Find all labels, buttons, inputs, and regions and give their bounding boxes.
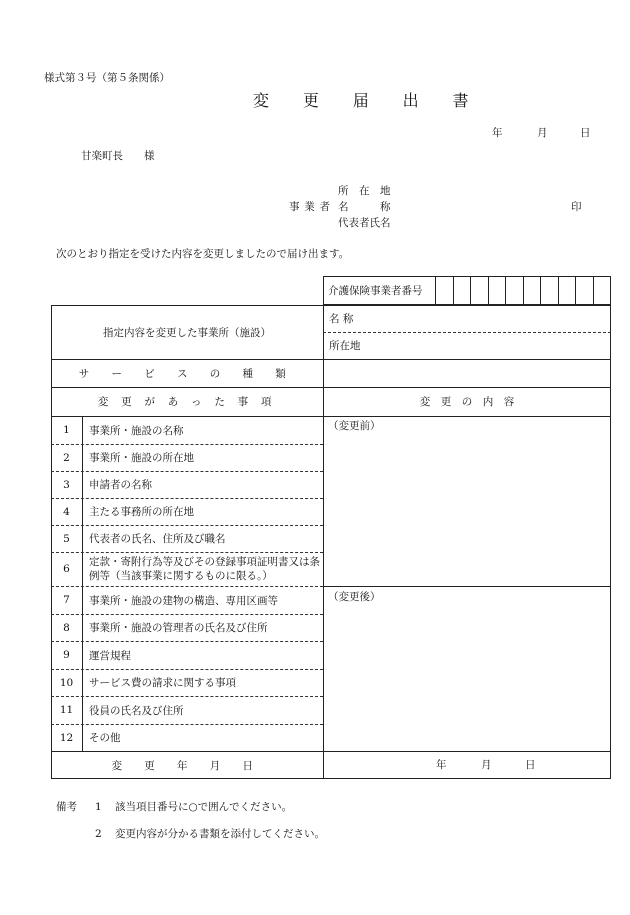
applicant-name-label: 名 称 <box>338 201 391 213</box>
change-date-day: 日 <box>525 759 536 771</box>
digit-divider <box>488 276 489 305</box>
item-label: 事業所・施設の建物の構造、専用区画等 <box>89 594 278 607</box>
facility-label: 指定内容を変更した事業所（施設） <box>103 326 271 339</box>
document-title: 変 更 届 出 書 <box>253 91 483 110</box>
facility-address-label: 所在地 <box>329 340 361 352</box>
intro-text: 次のとおり指定を受けた内容を変更しましたので届け出ます。 <box>56 248 350 260</box>
seal-mark: 印 <box>571 201 582 213</box>
item-label: 事業所・施設の所在地 <box>89 452 194 464</box>
item-number: 7 <box>63 594 70 606</box>
before-label: （変更前） <box>328 420 381 432</box>
change-date-year: 年 <box>436 759 447 771</box>
notes-label: 備考 <box>56 801 77 813</box>
item-label: 申請者の名称 <box>89 479 152 491</box>
applicant-address-label: 所 在 地 <box>338 185 391 197</box>
date-year-label: 年 <box>492 127 503 139</box>
applicant-rep-label: 代表者氏名 <box>338 217 391 229</box>
changes-header: 変 更 の 内 容 <box>419 396 515 408</box>
item-label: サービス費の請求に関する事項 <box>89 677 236 689</box>
date-month-label: 月 <box>537 127 548 139</box>
item-number: 9 <box>63 649 70 661</box>
item-label: 事業所・施設の名称 <box>89 424 184 437</box>
addressee: 甘楽町長 様 <box>81 150 155 162</box>
number-column-divider <box>82 416 83 751</box>
digit-divider <box>575 276 576 305</box>
note-text: 該当項目番号に○で囲んでください。 <box>115 801 293 813</box>
digit-divider <box>523 276 524 305</box>
item-label: その他 <box>89 732 121 744</box>
item-label: 事業所・施設の管理者の氏名及び住所 <box>89 622 268 634</box>
item-number: 10 <box>59 676 74 689</box>
digit-divider <box>558 276 559 305</box>
facility-name-label: 名 称 <box>329 313 354 325</box>
digit-divider <box>470 276 471 305</box>
item-number: 5 <box>63 532 70 545</box>
note-number: 1 <box>95 801 102 813</box>
item-label: 定款・寄附行為等及びその登録事項証明書又は条例等（当該事業に関するものに限る。） <box>89 555 320 582</box>
item-label: 代表者の氏名、住所及び職名 <box>89 533 226 545</box>
item-number: 2 <box>63 451 70 464</box>
service-type-label: サ ー ビ ス の 種 類 <box>78 367 296 380</box>
item-number: 4 <box>63 505 70 518</box>
change-date-month: 月 <box>481 759 492 771</box>
digit-divider <box>453 276 454 305</box>
digit-divider <box>435 276 436 305</box>
note-number: 2 <box>95 828 102 840</box>
form-number: 様式第３号（第５条関係） <box>44 72 170 84</box>
after-label: （変更後） <box>328 591 381 603</box>
digit-divider <box>593 276 594 305</box>
digit-divider <box>540 276 541 305</box>
item-number: 3 <box>63 478 70 491</box>
provider-number-label: 介護保険事業者番号 <box>328 285 423 297</box>
item-number: 1 <box>63 424 70 436</box>
note-text: 変更内容が分かる書類を添付してください。 <box>115 828 325 840</box>
item-number: 11 <box>59 704 74 716</box>
item-number: 12 <box>59 731 74 744</box>
date-day-label: 日 <box>580 127 591 139</box>
applicant-business-label: 事業者 <box>289 201 335 213</box>
item-label: 役員の氏名及び住所 <box>89 704 184 717</box>
change-date-label: 変 更 年 月 日 <box>111 759 263 772</box>
item-number: 6 <box>63 563 70 575</box>
items-header: 変 更 が あ っ た 事 項 <box>97 396 277 408</box>
before-after-divider <box>323 586 611 587</box>
column-divider <box>323 305 324 779</box>
item-label: 運営規程 <box>89 649 131 662</box>
item-number: 8 <box>63 621 70 634</box>
item-label: 主たる事務所の所在地 <box>89 506 194 518</box>
digit-divider <box>505 276 506 305</box>
